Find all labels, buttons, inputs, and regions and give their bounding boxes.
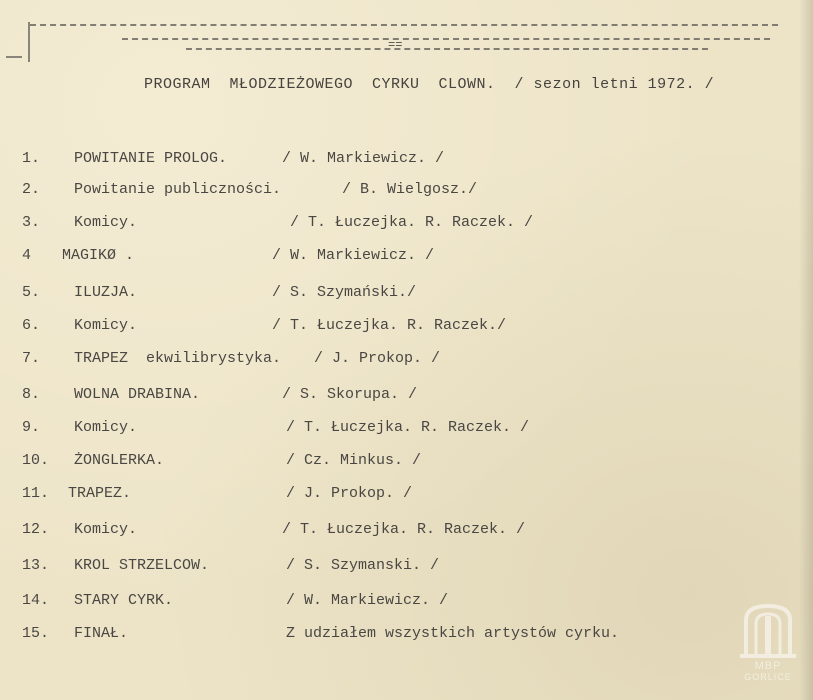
program-row bbox=[0, 521, 813, 543]
header-rule-1 bbox=[30, 24, 778, 26]
program-row-act: TRAPEZ ekwilibrystyka. bbox=[74, 350, 282, 367]
program-row-number: 3. bbox=[22, 214, 41, 231]
program-row-performer: / W. Markiewicz. / bbox=[272, 247, 435, 264]
program-row-performer: / S. Skorupa. / bbox=[282, 386, 418, 403]
program-row-act: STARY CYRK. bbox=[74, 592, 174, 609]
program-row-performer: / T. Łuczejka. R. Raczek. / bbox=[286, 419, 530, 436]
program-row-act: ŻONGLERKA. bbox=[74, 452, 165, 469]
program-row-act: Komicy. bbox=[74, 419, 138, 436]
program-row-act: WOLNA DRABINA. bbox=[74, 386, 201, 403]
logo-text-line1: MBP bbox=[754, 660, 782, 672]
program-row-performer: / Cz. Minkus. / bbox=[286, 452, 422, 469]
program-row-number: 14. bbox=[22, 592, 50, 609]
program-row-act: ILUZJA. bbox=[74, 284, 138, 301]
margin-rule bbox=[28, 22, 30, 62]
program-row bbox=[0, 452, 813, 474]
program-row-number: 6. bbox=[22, 317, 41, 334]
program-row-number: 13. bbox=[22, 557, 50, 574]
program-row bbox=[0, 150, 813, 172]
program-row bbox=[0, 181, 813, 203]
program-row-number: 11. bbox=[22, 485, 50, 502]
program-row-act: TRAPEZ. bbox=[68, 485, 132, 502]
program-row-number: 2. bbox=[22, 181, 41, 198]
program-row bbox=[0, 247, 813, 269]
margin-mark bbox=[6, 56, 22, 58]
program-row-number: 4 bbox=[22, 247, 32, 264]
program-row-performer: / J. Prokop. / bbox=[286, 485, 413, 502]
program-row bbox=[0, 485, 813, 507]
program-row-performer: Z udziałem wszystkich artystów cyrku. bbox=[286, 625, 620, 642]
program-row-performer: / S. Szymański./ bbox=[272, 284, 417, 301]
program-row bbox=[0, 317, 813, 339]
program-row-performer: / J. Prokop. / bbox=[314, 350, 441, 367]
program-row-act: Komicy. bbox=[74, 521, 138, 538]
program-row-number: 1. bbox=[22, 150, 41, 167]
program-row-act: POWITANIE PROLOG. bbox=[74, 150, 228, 167]
program-row-act: MAGIKØ . bbox=[62, 247, 135, 264]
program-row-act: Komicy. bbox=[74, 317, 138, 334]
header-rule-2 bbox=[122, 38, 770, 40]
program-row-number: 8. bbox=[22, 386, 41, 403]
program-row-performer: / B. Wielgosz./ bbox=[342, 181, 478, 198]
logo-text-line2: GORLICE bbox=[744, 672, 792, 682]
library-logo bbox=[732, 598, 804, 682]
program-row-performer: / W. Markiewicz. / bbox=[286, 592, 449, 609]
program-row-performer: / T. Łuczejka. R. Raczek. / bbox=[282, 521, 526, 538]
program-row-number: 5. bbox=[22, 284, 41, 301]
program-row bbox=[0, 350, 813, 372]
program-row-act: Komicy. bbox=[74, 214, 138, 231]
program-row-performer: / S. Szymanski. / bbox=[286, 557, 440, 574]
program-row-number: 12. bbox=[22, 521, 50, 538]
header-separator-mark: == bbox=[388, 38, 403, 52]
program-row-performer: / T. Łuczejka. R. Raczek./ bbox=[272, 317, 507, 334]
program-row bbox=[0, 625, 813, 647]
building-logo-icon bbox=[732, 598, 804, 660]
program-row-act: KROL STRZELCOW. bbox=[74, 557, 210, 574]
program-row-performer: / W. Markiewicz. / bbox=[282, 150, 445, 167]
program-row bbox=[0, 419, 813, 441]
program-row-number: 10. bbox=[22, 452, 50, 469]
program-row bbox=[0, 284, 813, 306]
program-row bbox=[0, 592, 813, 614]
program-row-number: 9. bbox=[22, 419, 41, 436]
program-row-number: 15. bbox=[22, 625, 50, 642]
program-row bbox=[0, 557, 813, 579]
program-row-act: FINAŁ. bbox=[74, 625, 129, 642]
program-row bbox=[0, 386, 813, 408]
page-title: PROGRAM MŁODZIEŻOWEGO CYRKU CLOWN. / sezon letni 1972. / bbox=[144, 76, 715, 93]
program-row-performer: / T. Łuczejka. R. Raczek. / bbox=[290, 214, 534, 231]
header-rule-3 bbox=[186, 48, 708, 50]
program-row-number: 7. bbox=[22, 350, 41, 367]
program-row-act: Powitanie publiczności. bbox=[74, 181, 282, 198]
program-row bbox=[0, 214, 813, 236]
